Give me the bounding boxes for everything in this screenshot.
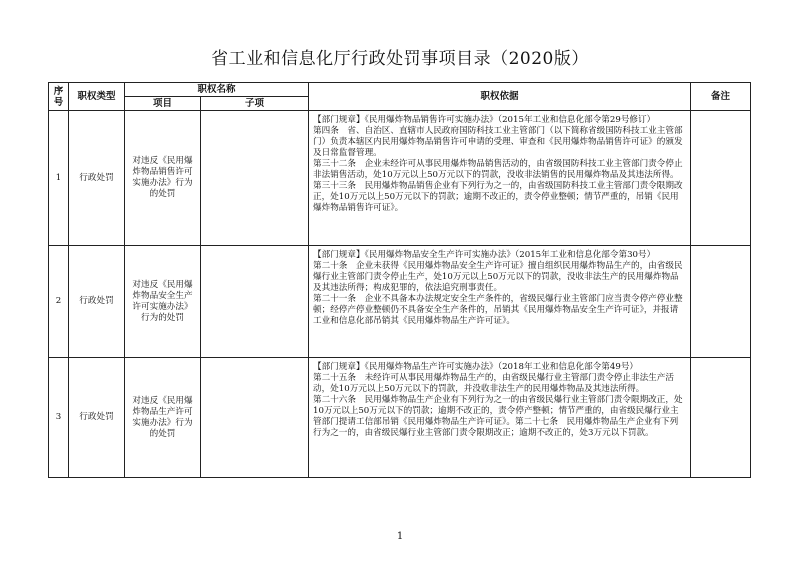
basis-paragraph: 【部门规章】《民用爆炸物品安全生产许可实施办法》（2015年工业和信息化部令第30号） <box>313 250 656 260</box>
row-basis <box>309 358 691 478</box>
row-subitem <box>201 246 309 358</box>
basis-paragraph: 第二十五条 未经许可从事民用爆炸物品生产的，由省级民爆行业主管部门责令停止非法生产活动，处10万元以上50万元以下的罚款，并没收非法生产的民用爆炸物品及其违法所得。 <box>313 373 674 394</box>
header-remark: 备注 <box>691 83 751 111</box>
row-type: 行政处罚 <box>69 111 125 246</box>
penalty-table <box>48 82 751 478</box>
page-number: 1 <box>396 531 404 542</box>
row-type: 行政处罚 <box>69 358 125 478</box>
header-type: 职权类型 <box>69 83 125 111</box>
basis-paragraph: 第三十二条 企业未经许可从事民用爆炸物品销售活动的，由省级国防科技工业主管部门责令停止非法销售活动，处10万元以上50万元以下的罚款，没收非法销售的民用爆炸物品及其违法所得。 <box>313 159 683 180</box>
basis-paragraph: 第三十三条 民用爆炸物品销售企业有下列行为之一的，由省级国防科技工业主管部门责令限期改正，处10万元以上50万元以下的罚款；逾期不改正的，责令停业整顿；情节严重的，吊销《民用爆炸物品销售许可证》。 <box>313 181 683 213</box>
row-type: 行政处罚 <box>69 246 125 358</box>
row-subitem <box>201 111 309 246</box>
table-row <box>49 358 751 478</box>
header-name: 职权名称 <box>125 83 309 97</box>
table-row <box>49 246 751 358</box>
header-item: 项目 <box>125 97 201 111</box>
row-item: 对违反《民用爆炸物品生产许可实施办法》行为的处罚 <box>125 358 201 478</box>
row-remark <box>691 358 751 478</box>
row-item: 对违反《民用爆炸物品销售许可实施办法》行为的处罚 <box>125 111 201 246</box>
basis-paragraph: 【部门规章】《民用爆炸物品销售许可实施办法》（2015年工业和信息化部令第29号修订） <box>313 115 656 125</box>
row-seq: 1 <box>49 111 69 246</box>
header-basis: 职权依据 <box>309 83 691 111</box>
basis-paragraph: 第四条 省、自治区、直辖市人民政府国防科技工业主管部门（以下简称省级国防科技工业主管部门）负责本辖区内民用爆炸物品销售许可申请的受理、审查和《民用爆炸物品销售许可证》的颁发及日常监督管理。 <box>313 126 683 158</box>
row-basis <box>309 111 691 246</box>
row-remark <box>691 111 751 246</box>
row-seq: 2 <box>49 246 69 358</box>
row-basis <box>309 246 691 358</box>
header-seq: 序 号 <box>49 83 69 111</box>
row-seq: 3 <box>49 358 69 478</box>
row-remark <box>691 246 751 358</box>
table-row <box>49 111 751 246</box>
row-subitem <box>201 358 309 478</box>
table-header-row <box>49 83 751 97</box>
basis-paragraph: 【部门规章】《民用爆炸物品生产许可实施办法》（2018年工业和信息化部令第49号） <box>313 362 639 372</box>
basis-paragraph: 第二十六条 民用爆炸物品生产企业有下列行为之一的由省级民爆行业主管部门责令限期改正，处10万元以上50万元以下的罚款；逾期不改正的，责令停产整顿；情节严重的，由省级民爆行业主管部门提请工信部吊销《民用爆炸物品生产许可证》。第二十七条 民用爆炸物品生产企业有下列行为之一的，由省级民爆行业主管部门责令限期改正；逾期不改正的，处3万元以下罚款。 <box>313 395 683 438</box>
basis-paragraph: 第二十一条 企业不具备本办法规定安全生产条件的，省级民爆行业主管部门应当责令停产停业整顿；经停产停业整顿仍不具备安全生产条件的，吊销其《民用爆炸物品安全生产许可证》，并报请工业和信息化部吊销其《民用爆炸物品生产许可证》。 <box>313 294 683 326</box>
page-title: 省工业和信息化厅行政处罚事项目录（2020版） <box>211 49 589 69</box>
basis-paragraph: 第二十条 企业未获得《民用爆炸物品安全生产许可证》擅自组织民用爆炸物品生产的，由省级民爆行业主管部门责令停止生产，处10万元以上50万元以下的罚款，没收非法生产的民用爆炸物品及其违法所得；构成犯罪的，依法追究刑事责任。 <box>313 261 683 293</box>
row-item: 对违反《民用爆炸物品安全生产许可实施办法》行为的处罚 <box>125 246 201 358</box>
header-subitem: 子项 <box>201 97 309 111</box>
